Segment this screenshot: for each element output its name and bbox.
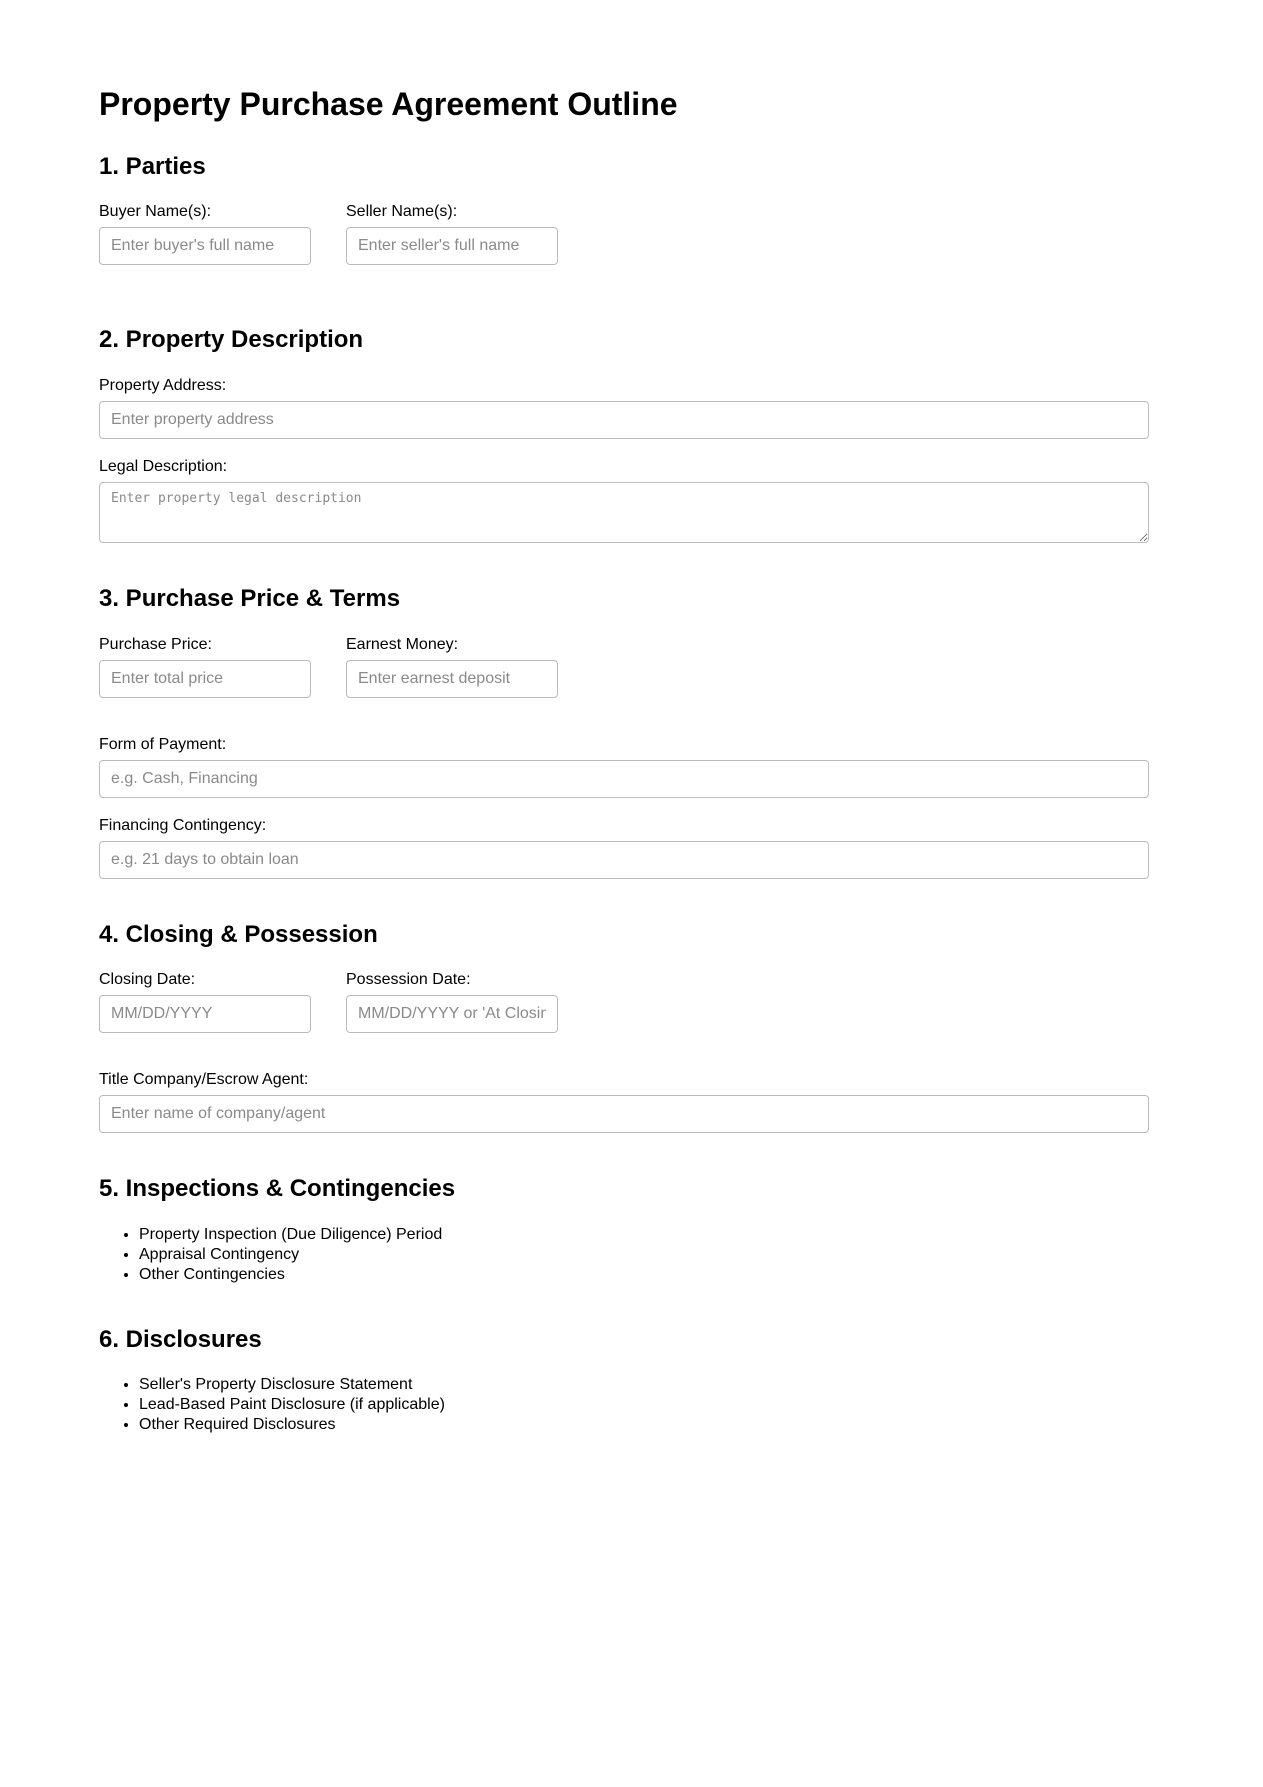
earnest-money-label: Earnest Money: [346, 635, 459, 653]
section-disclosures [99, 1326, 1149, 1435]
title-company-field [99, 1071, 1149, 1133]
section-heading-disclosures: 6. Disclosures [99, 1325, 262, 1353]
list-item: • Other Required Disclosures [139, 1416, 1149, 1434]
section-inspections-contingencies [99, 1175, 1149, 1284]
financing-contingency-label: Financing Contingency: [99, 816, 267, 834]
list-item: • Property Inspection (Due Diligence) Period [139, 1226, 1149, 1244]
section-parties [99, 153, 1149, 285]
seller-name-label: Seller Name(s): [346, 203, 458, 221]
section-purchase-price-terms [99, 585, 1149, 879]
list-item: • Appraisal Contingency [139, 1246, 1149, 1264]
legal-description-field [99, 458, 1149, 543]
buyer-name-field [99, 203, 311, 265]
section-heading-inspections-contingencies: 5. Inspections & Contingencies [99, 1175, 456, 1203]
section-property-description [99, 326, 1149, 543]
possession-date-input[interactable] [346, 995, 558, 1033]
list-item: • Lead-Based Paint Disclosure (if applicable) [139, 1396, 1149, 1414]
section-closing-possession [99, 921, 1149, 1134]
seller-name-field [346, 203, 558, 284]
section-heading-property-description: 2. Property Description [99, 326, 364, 354]
seller-name-input[interactable] [346, 227, 558, 265]
parties-field-row [99, 203, 1149, 284]
section-heading-purchase-price-terms: 3. Purchase Price & Terms [99, 584, 401, 612]
disclosures-list [99, 1376, 1149, 1434]
section-heading-parties: 1. Parties [99, 152, 206, 180]
list-item: • Seller's Property Disclosure Statement [139, 1376, 1149, 1394]
closing-field-row [99, 971, 1149, 1052]
financing-contingency-field [99, 817, 1149, 879]
property-address-input[interactable] [99, 401, 1149, 439]
inspections-list [99, 1226, 1149, 1284]
possession-date-label: Possession Date: [346, 971, 471, 989]
price-field-row [99, 636, 1149, 717]
financing-contingency-input[interactable] [99, 841, 1149, 879]
closing-date-label: Closing Date: [99, 971, 196, 989]
property-address-label: Property Address: [99, 376, 227, 394]
form-of-payment-input[interactable] [99, 760, 1149, 798]
title-company-label: Title Company/Escrow Agent: [99, 1071, 309, 1089]
purchase-price-field [99, 636, 311, 698]
purchase-price-label: Purchase Price: [99, 635, 212, 653]
possession-date-field [346, 971, 558, 1052]
legal-description-textarea[interactable] [99, 482, 1149, 543]
property-address-field [99, 377, 1149, 439]
form-of-payment-field [99, 736, 1149, 798]
buyer-name-input[interactable] [99, 227, 311, 265]
closing-date-field [99, 971, 311, 1033]
earnest-money-input[interactable] [346, 660, 558, 698]
page-title: Property Purchase Agreement Outline [99, 86, 678, 122]
section-heading-closing-possession: 4. Closing & Possession [99, 920, 378, 948]
list-item: • Other Contingencies [139, 1266, 1149, 1284]
legal-description-label: Legal Description: [99, 457, 228, 475]
earnest-money-field [346, 636, 558, 717]
form-of-payment-label: Form of Payment: [99, 735, 227, 753]
form-content [99, 86, 1149, 1434]
closing-date-input[interactable] [99, 995, 311, 1033]
title-company-input[interactable] [99, 1095, 1149, 1133]
purchase-price-input[interactable] [99, 660, 311, 698]
buyer-name-label: Buyer Name(s): [99, 203, 212, 221]
